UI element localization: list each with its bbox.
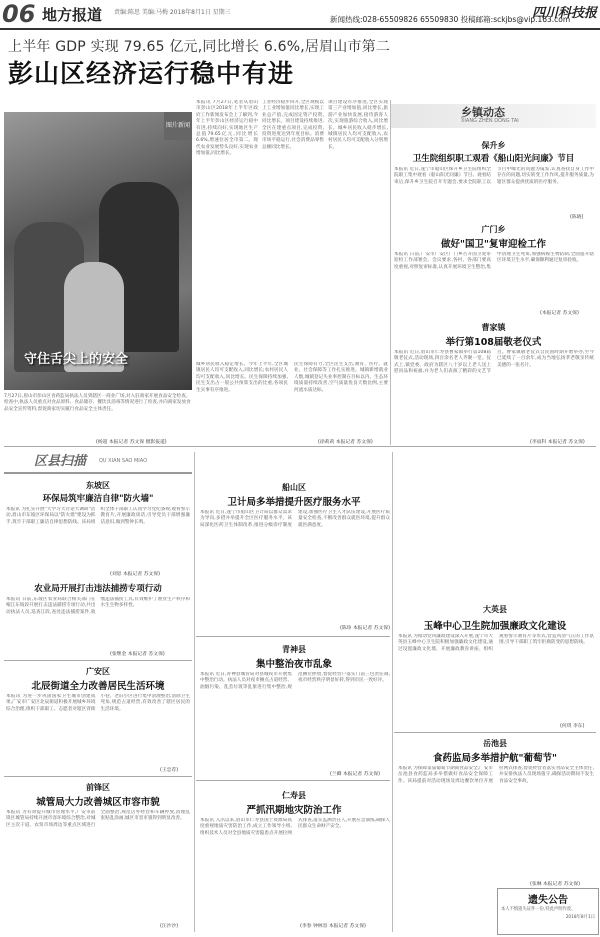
photo-text: 7月27日,眉山市彭山区食药监局执法人员到辖区一商业广场,对入驻商家开展食品安全检查。检查中,执法人员重点对食品原料、食品储存、餐饮具消毒等情况进行了检查,并向商家发放食品安全宣传资料,督促商家切实履行食品安全主体责任。 — [4, 394, 191, 412]
regional-title: 区县扫描 — [34, 454, 87, 469]
article-headline: 环保局筑牢廉洁自律"防火墙" — [42, 494, 154, 504]
column-divider — [392, 452, 393, 932]
article-headline: 举行第108届敬老仪式 — [445, 337, 542, 348]
article-place: 船山区 — [282, 483, 306, 492]
article-headline: 做好"国卫"复审迎检工作 — [441, 239, 546, 250]
article-body: 本报讯 入汛以来,眉山市仁寿县国土资源局高度重视地质灾害防治工作,成立工作领导小组,组织技术人员对全县地质灾害隐患点开展拉网式排查,落实监测责任人,开展应急演练,确保人民群众生命财产安全。 — [200, 818, 390, 836]
lost-notice — [497, 888, 599, 935]
article-body: 本报讯 近日,遂宁市船山区卫计局以群众需求为导向,多措并举提升全区医疗服务水平。该局深化医药卫生体制改革,推进分级诊疗制度建设,加强医疗卫生人才队伍建设,开展医疗质量安全检查,不断改善群众就医环境,提升群众就医满意度。 — [200, 510, 390, 528]
notice-title: 遗失公告 — [528, 895, 568, 906]
article-headline: 玉峰中心卫生院加强廉政文化建设 — [423, 621, 567, 632]
lead-byline: (徐莉莉 本报记者 苏文保) — [318, 440, 373, 445]
newspaper-logo: 四川科技报 — [532, 6, 598, 21]
article-place: 大英县 — [483, 605, 507, 614]
article-headline: 卫生院组织职工观看《船山阳光问廉》节目 — [412, 154, 575, 164]
photo-byline: (杨超 本报记者 苏文保 摄影报道) — [96, 440, 167, 445]
lead-column: 项目建设有序推进,全区实现第三产业增加值,同比增长,旅游产业加快发展,接待游客人次,实现旅游综合收入,同比增长。城乡居民收入稳步增长,城镇居民人均可支配收入,农村居民人均可支配收入分别增长。 — [328, 100, 388, 150]
article-headline: 食药监局多举措护航"葡萄节" — [433, 753, 557, 764]
article-body: 本报讯 近日,眉山市仁寿县曹家镇举行第108届敬老仪式,活动现场,四百余名老人齐聚一堂。仪式上,镇党委、政府为辖区八十岁以上老人送上慰问品和祝福,并为老人们表演了精彩的文艺节目。曹家镇敬老仪式自民国时期开始举办,至今已延续了一百余年,成为当地弘扬孝老敬亲传统美德的一张名片。 — [394, 350, 594, 375]
article-place: 东坡区 — [86, 481, 110, 490]
article-body: 本报讯 近日,青神县城管局对县城夜市开展集中整治行动。执法人员对夜市摊点占道经营、油烟污染、乱丢垃圾等乱象进行集中整治,规范摊位摆放,督促经营户落实门前三包责任制,夜市经营秩序明显好转,得到市民一致好评。 — [200, 672, 390, 690]
photo-badge: 图片新闻 — [164, 112, 192, 140]
section-divider — [394, 732, 596, 733]
article-headline: 严抓汛期地灾防治工作 — [246, 805, 342, 816]
article-place: 曹家镇 — [481, 323, 506, 332]
article-byline: (李春 钟林容 本报记者 苏文保) — [300, 924, 366, 929]
article-byline: (张继金 本报记者 苏文保) — [110, 652, 165, 657]
section-divider — [196, 636, 390, 637]
article-headline: 卫计局多举措提升医疗服务水平 — [227, 497, 361, 508]
article-body: 本报讯 为保障第届葡萄节期间食品安全,广安市岳池县食药监局多举措做好食品安全保障工作。该局提前对活动现场及周边餐饮单位开展拉网式排查,督促经营者落实食品安全主体责任,并安排执法人员现场值守,确保活动期间不发生食品安全事故。 — [398, 766, 594, 784]
article-place: 保升乡 — [481, 141, 506, 150]
contact-info: 新闻热线:028-65509826 65509830 投稿邮箱:sckjbs@vip.163.com — [330, 15, 571, 24]
article-byline: (刘思 本报记者 苏文保) — [110, 572, 160, 577]
news-photo — [4, 112, 192, 390]
section-divider — [196, 780, 390, 781]
article-body: 本报讯 为进一步巩固国家卫生城市创建成果,广安市广安区北辰街道积极开展城乡环境综合治理,组织干部职工、志愿者对辖区背街小巷、老旧小区进行集中清理整治,清除卫生死角,规范占道经营,有效改善了辖区居民的生活环境。 — [6, 694, 190, 712]
section-divider — [4, 776, 192, 777]
notice-date: 2018年8月1日 — [565, 914, 595, 920]
article-place: 青神县 — [282, 645, 306, 654]
article-byline: (何琪 李东) — [560, 724, 585, 729]
article-headline: 北辰街道全力改善居民生活环境 — [31, 681, 165, 692]
town-news-subtitle: XIANG ZHEN DONG TAI — [461, 118, 519, 124]
lead-column: 民生保障有力,全区民生支出,教育、医疗、就业、社会保障等工作扎实推进。城镇新增就业人数,城镇登记失业率控制在目标以内。生态环境质量持续改善,空气质量优良天数比例,主要河流水质达标。 — [294, 362, 388, 393]
date-line: 责编:陈思 美编:马梅 2018年8月1日 星期三 — [114, 9, 231, 16]
town-news-title: 乡镇动态 — [461, 106, 505, 119]
article-body: 本报讯 为有效提升城市管理水平,广安市前锋区城管局持续开展市容环境综合整治,对城区主次干道、农贸市场周边等重点区域进行全面整治,规范店外经营和车辆停放,清理乱张贴乱涂画,城区市容市貌得到明显改善。 — [6, 810, 190, 828]
article-place: 广门乡 — [481, 225, 506, 234]
article-place: 前锋区 — [86, 783, 110, 792]
section-divider — [4, 446, 596, 447]
article-byline: (张琳 本报记者 苏文保) — [530, 882, 580, 887]
column-divider — [194, 452, 195, 932]
article-place: 岳池县 — [483, 739, 507, 748]
lead-column: 工业经济稳步回升,全区规模以上工业增加值同比增长,实现工业总产值,完成固定资产投资,同比增长。项目建设持续推进,全区在建重点项目,完成投资,投资进度达到年度目标。消费市场平稳运行,社会消费品零售总额同比增长。 — [262, 100, 324, 150]
town-news-banner — [391, 104, 596, 128]
page-number: 06 — [2, 0, 36, 28]
article-headline: 城管局大力改善城区市容市貌 — [36, 797, 160, 808]
article-body: 本报讯 为推动党风廉政建设深入开展,遂宁市大英县玉峰中心卫生院积极加强廉政文化建设,通过设置廉政文化墙、开展廉政教育讲座、组织观看警示教育片等形式,营造风清气正的工作氛围,引导干部职工筑牢拒腐防变的思想防线。 — [398, 634, 594, 652]
notice-body: 本人不慎遗失证件一份,特此声明作废。 — [501, 907, 576, 912]
article-place: 广安区 — [86, 667, 110, 676]
article-byline: (李雨科 本报记者 苏文保) — [530, 440, 585, 445]
article-byline: (陈珍 本报记者 苏文保) — [340, 626, 390, 631]
photo-caption: 守住舌尖上的安全 — [24, 352, 129, 367]
regional-subtitle: QU XIAN SAO MIAO — [99, 458, 148, 464]
article-headline: 农业局开展打击违法捕捞专项行动 — [34, 584, 162, 594]
lead-headline: 彭山区经济运行稳中有进 — [8, 59, 295, 88]
article-body: 本报讯 近日,遂宁市船山区保升乡卫生院组织全院职工集中观看《船山阳光问廉》节目。观看结束后,保升乡卫生院召开专题会,要求全院职工以节目中曝光的问题为镜鉴,认真查找自身工作中存在的问题,切实转变工作作风,提升服务质量,为辖区群众提供优质的医疗服务。 — [394, 167, 594, 185]
article-byline: (兰卿 本报记者 苏文保) — [330, 772, 380, 777]
article-body: 本报讯 日前,广安市广安区广门乡召开国卫复审迎检工作部署会。会议要求,各村、各部门要高度重视,对照复审标准,认真开展环境卫生整治,集中清理卫生死角,加强病媒生物防制,全面提升辖区环境卫生水平,确保顺利通过复审验收。 — [394, 252, 594, 270]
article-byline: (王忠荐) — [160, 768, 179, 773]
article-byline: (汪沙沙) — [160, 924, 179, 929]
page-header — [0, 0, 600, 30]
article-headline: 集中整治夜市乱象 — [255, 659, 332, 670]
article-place: 仁寿县 — [282, 791, 306, 800]
article-byline: (本报记者 苏文保) — [540, 311, 579, 316]
article-body: 本报讯 为扎实开展"大学习大讨论大调研"活动,眉山市东坡区环保局以"防火墙"建设为抓手,筑牢干部职工廉洁自律思想防线。该局组织全体干部职工认真学习党纪条规,观看警示教育片,开展廉政谈话,引导党员干部增强廉洁意识,做到警钟长鸣。 — [6, 507, 190, 525]
article-byline: (陈晓) — [570, 215, 584, 220]
section-title: 地方报道 — [42, 6, 103, 24]
lead-column: 本报讯 7月27日,笔者从眉山市彭山区2018年上半年区政府工作新闻发布会上了解到,今年上半年彭山区经济运行稳中有进,持续向好,实现地区生产总值79.65亿元,同比增长6.6%,增速位居全市第二。现代农业发展势头良好,实现农业增加值,同比增长。 — [196, 100, 258, 157]
lead-subhead: 上半年 GDP 实现 79.65 亿元,同比增长 6.6%,居眉山市第二 — [8, 39, 391, 55]
section-divider — [4, 660, 192, 661]
regional-banner — [4, 450, 192, 474]
lead-column: 城乡居民收入稳定增长。今年上半年,全区城镇居民人均可支配收入,同比增长;农村居民人均可支配收入,同比增长。民生保障持续加强,民生支出占一般公共预算支出的比重,各项民生实事有序推进。 — [196, 362, 288, 393]
article-body: 本报讯 日前,东坡区农业局联合相关部门在岷江东坡段开展打击违法捕捞专项行动,共出动执法人员,巡查江段,查处违法捕捞案件,收缴违法捕捞工具,有效维护了渔业生产秩序和水生生物多样性。 — [6, 597, 190, 615]
